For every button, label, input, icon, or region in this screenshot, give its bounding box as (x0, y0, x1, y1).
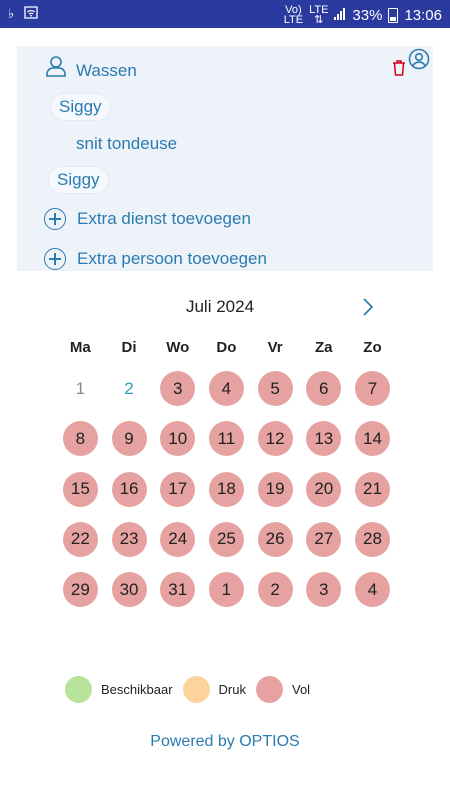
calendar-day[interactable]: 27 (306, 522, 341, 557)
add-person-button[interactable] (44, 248, 267, 270)
service-title: Wassen (76, 61, 137, 80)
legend-swatch-full (256, 676, 283, 703)
calendar-grid (56, 371, 398, 622)
calendar-cell (105, 472, 154, 522)
calendar-day[interactable]: 11 (209, 421, 244, 456)
calendar-cell (299, 371, 348, 421)
status-bar (0, 0, 450, 28)
calendar-cell (153, 421, 202, 471)
calendar-day[interactable]: 8 (63, 421, 98, 456)
calendar-cell (348, 371, 397, 421)
calendar-cell (105, 371, 154, 421)
calendar-day[interactable]: 13 (306, 421, 341, 456)
calendar-day[interactable]: 4 (209, 371, 244, 406)
account-icon[interactable] (408, 48, 430, 70)
service-item: snit tondeuse (76, 134, 178, 153)
calendar-day[interactable]: 9 (112, 421, 147, 456)
calendar-cell (251, 421, 300, 471)
chevron-right-icon[interactable] (362, 297, 374, 317)
calendar-cell (202, 572, 251, 622)
weekday-label: Wo (166, 339, 190, 356)
legend-swatch-available (65, 676, 92, 703)
weekday-header (56, 339, 398, 356)
plus-circle-icon (44, 248, 66, 270)
add-person-label: Extra persoon toevoegen (77, 249, 267, 268)
legend (65, 676, 320, 703)
battery-percent: 33% (352, 6, 383, 24)
calendar-day[interactable]: 21 (355, 472, 390, 507)
lte-indicator: LTE ⇅ (309, 4, 329, 26)
calendar-day[interactable]: 26 (258, 522, 293, 557)
weekday-label: Di (121, 339, 137, 356)
staff-chip-2[interactable]: Siggy (48, 166, 109, 194)
weekday-label: Zo (363, 339, 382, 356)
calendar-cell (348, 421, 397, 471)
calendar-day[interactable]: 14 (355, 421, 390, 456)
calendar-cell (348, 522, 397, 572)
calendar-cell (251, 371, 300, 421)
calendar-day[interactable]: 10 (160, 421, 195, 456)
booking-panel (17, 46, 433, 271)
calendar-day[interactable]: 18 (209, 472, 244, 507)
calendar-cell (153, 371, 202, 421)
legend-label: Druk (218, 682, 246, 697)
calendar-cell (202, 522, 251, 572)
wifi-icon (24, 6, 38, 22)
weekday-label: Ma (69, 339, 91, 356)
signal-icon (334, 8, 346, 23)
calendar-cell (56, 421, 105, 471)
calendar-cell (251, 572, 300, 622)
weekday-label: Vr (267, 339, 283, 356)
calendar-cell (56, 371, 105, 421)
calendar-day[interactable]: 7 (355, 371, 390, 406)
calendar-day[interactable]: 22 (63, 522, 98, 557)
weekday-label: Do (216, 339, 237, 356)
calendar-cell (299, 472, 348, 522)
clock: 13:06 (404, 6, 442, 24)
calendar-day[interactable]: 19 (258, 472, 293, 507)
calendar-day[interactable]: 1 (209, 572, 244, 607)
legend-label: Beschikbaar (101, 682, 173, 697)
calendar-cell (348, 472, 397, 522)
powered-by-link[interactable]: Powered by OPTIOS (150, 733, 300, 750)
calendar-cell (299, 421, 348, 471)
calendar-day[interactable]: 29 (63, 572, 98, 607)
calendar-cell (105, 572, 154, 622)
battery-icon (388, 8, 398, 23)
legend-label: Vol (292, 682, 311, 697)
add-service-label: Extra dienst toevoegen (77, 209, 251, 228)
calendar-day[interactable]: 6 (306, 371, 341, 406)
calendar-day[interactable]: 1 (75, 378, 86, 398)
calendar-cell (251, 522, 300, 572)
add-service-button[interactable] (44, 208, 251, 230)
calendar-day[interactable]: 5 (258, 371, 293, 406)
trash-icon[interactable] (392, 60, 406, 76)
calendar-cell (56, 472, 105, 522)
calendar-day[interactable]: 15 (63, 472, 98, 507)
calendar-cell (153, 572, 202, 622)
calendar-day[interactable]: 30 (112, 572, 147, 607)
calendar-day[interactable]: 25 (209, 522, 244, 557)
weekday-label: Za (315, 339, 333, 356)
calendar-month-label: Juli 2024 (185, 297, 255, 316)
calendar-cell (299, 572, 348, 622)
calendar-day[interactable]: 16 (112, 472, 147, 507)
calendar-cell (105, 522, 154, 572)
calendar-day[interactable]: 3 (306, 572, 341, 607)
calendar-cell (56, 572, 105, 622)
calendar-day[interactable]: 12 (258, 421, 293, 456)
calendar-day[interactable]: 31 (160, 572, 195, 607)
calendar-day[interactable]: 20 (306, 472, 341, 507)
calendar-day[interactable]: 3 (160, 371, 195, 406)
status-bar-left (8, 6, 38, 22)
calendar-day[interactable]: 4 (355, 572, 390, 607)
calendar-cell (105, 421, 154, 471)
calendar-day[interactable]: 28 (355, 522, 390, 557)
calendar-day[interactable]: 17 (160, 472, 195, 507)
calendar-cell (348, 572, 397, 622)
calendar-cell (299, 522, 348, 572)
calendar-cell (202, 371, 251, 421)
calendar-cell (202, 472, 251, 522)
calendar-cell (153, 522, 202, 572)
legend-swatch-busy (183, 676, 210, 703)
calendar-day[interactable]: 23 (112, 522, 147, 557)
calendar-day[interactable]: 2 (124, 378, 134, 398)
plus-circle-icon (44, 208, 66, 230)
status-bar-right (284, 5, 442, 25)
calendar-cell (56, 522, 105, 572)
staff-chip-1[interactable]: Siggy (50, 93, 111, 121)
calendar-day[interactable]: 24 (160, 522, 195, 557)
volte-indicator: Vo) LTE (283, 4, 304, 26)
calendar-cell (153, 472, 202, 522)
person-icon (45, 55, 67, 77)
notification-icon: ♭ (8, 6, 15, 21)
calendar-cell (251, 472, 300, 522)
calendar-day[interactable]: 2 (258, 572, 293, 607)
calendar-cell (202, 421, 251, 471)
